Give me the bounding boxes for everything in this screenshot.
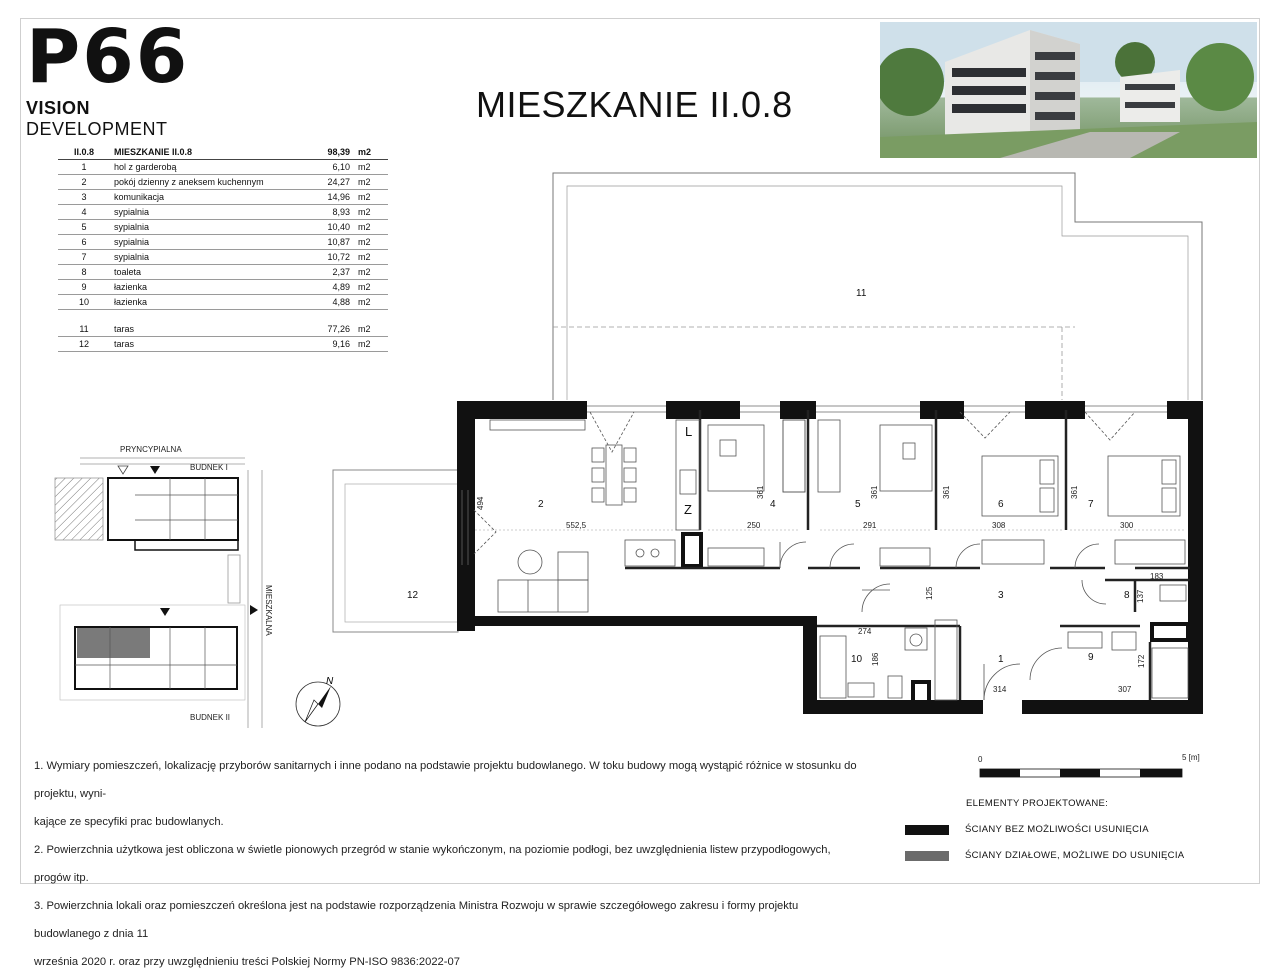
legend-label: ŚCIANY DZIAŁOWE, MOŻLIWE DO USUNIĘCIA: [965, 850, 1185, 861]
apartment-name: MIESZKANIE II.0.8: [110, 145, 298, 160]
room-area: 8,93: [298, 205, 354, 220]
page-title: MIESZKANIE II.0.8: [476, 84, 793, 125]
room-unit: m2: [354, 160, 388, 175]
apartment-code: II.0.8: [58, 145, 110, 160]
dimension: 314: [993, 685, 1007, 694]
logo-mark: P66: [26, 14, 190, 100]
logo-sub-rest: DEVELOPMENT: [26, 119, 168, 139]
dimension: 172: [1137, 654, 1146, 668]
dimension: 361: [1070, 485, 1079, 499]
room-unit: m2: [354, 190, 388, 205]
dimension: 361: [942, 485, 951, 499]
street-label-top: PRYNCYPIALNA: [120, 445, 182, 454]
legend-swatch: [905, 851, 949, 861]
room-unit: m2: [354, 337, 388, 352]
room-no: 9: [58, 280, 110, 295]
apartment-unit: m2: [354, 145, 388, 160]
building-1-label: BUDNEK I: [190, 463, 228, 472]
dimension: 183: [1150, 572, 1164, 581]
building-2-label: BUDNEK II: [190, 713, 231, 722]
dimension: 308: [992, 521, 1006, 530]
room-area: 9,16: [298, 337, 354, 352]
room-no: 10: [58, 295, 110, 310]
room-number-12: 12: [407, 590, 419, 601]
room-unit: m2: [354, 265, 388, 280]
logo-sub-bold: VISION: [26, 98, 91, 118]
dimension: 125: [925, 586, 934, 600]
dimension: 186: [871, 652, 880, 666]
room-name: taras: [110, 337, 298, 352]
room-unit: m2: [354, 220, 388, 235]
room-unit: m2: [354, 322, 388, 337]
room-no: 11: [58, 322, 110, 337]
room-no: 8: [58, 265, 110, 280]
apartment-plan: [333, 173, 1203, 714]
dimension: 361: [870, 485, 879, 499]
compass-north-label: N: [326, 676, 334, 687]
room-no: 5: [58, 220, 110, 235]
label-Z: Z: [684, 502, 692, 517]
room-name: łazienka: [110, 295, 298, 310]
room-number-3: 3: [998, 590, 1004, 601]
room-area: 6,10: [298, 160, 354, 175]
street-label-right: MIESZKALNA: [264, 585, 273, 636]
dimension: 137: [1136, 589, 1145, 603]
note-line: 3. Powierzchnia lokali oraz pomieszczeń określona jest na podstawie rozporządzenia Ministra Rozwoju w sprawie szczegółowego zakresu i formy projektu budowlanego z dnia 11: [34, 900, 799, 940]
apartment-area: 98,39: [298, 145, 354, 160]
room-number-1: 1: [998, 654, 1004, 665]
room-unit: m2: [354, 205, 388, 220]
room-unit: m2: [354, 235, 388, 250]
legend-label: ŚCIANY BEZ MOŻLIWOŚCI USUNIĘCIA: [965, 824, 1149, 835]
room-area: 10,72: [298, 250, 354, 265]
scale-start: 0: [978, 755, 983, 764]
dimension: 300: [1120, 521, 1134, 530]
legend-item-partitions: [905, 850, 1184, 861]
note-line: 1. Wymiary pomieszczeń, lokalizację przyborów sanitarnych i inne podano na podstawie projektu budowlanego. W toku budowy mogą wystąpić różnice w stosunku do projektu, wyni-: [34, 760, 857, 800]
room-area: 4,88: [298, 295, 354, 310]
room-no: 12: [58, 337, 110, 352]
room-no: 2: [58, 175, 110, 190]
room-area: 4,89: [298, 280, 354, 295]
room-area: 10,87: [298, 235, 354, 250]
room-number-5: 5: [855, 499, 861, 510]
room-name: sypialnia: [110, 235, 298, 250]
dimension: 307: [1118, 685, 1132, 694]
room-number-7: 7: [1088, 499, 1094, 510]
dimension: 552,5: [566, 521, 587, 530]
room-name: łazienka: [110, 280, 298, 295]
scale-bar: [978, 753, 1200, 777]
dimension: 274: [858, 627, 872, 636]
room-name: komunikacja: [110, 190, 298, 205]
label-L: L: [685, 424, 693, 439]
dimension: 250: [747, 521, 761, 530]
room-number-8: 8: [1124, 590, 1130, 601]
dimension: 494: [476, 496, 485, 510]
room-number-6: 6: [998, 499, 1004, 510]
compass-icon: [296, 676, 340, 726]
room-no: 4: [58, 205, 110, 220]
room-name: toaleta: [110, 265, 298, 280]
room-unit: m2: [354, 250, 388, 265]
room-name: pokój dzienny z aneksem kuchennym: [110, 175, 298, 190]
room-area: 24,27: [298, 175, 354, 190]
room-unit: m2: [354, 295, 388, 310]
highlighted-apartment: [77, 628, 150, 658]
dimension: 361: [756, 485, 765, 499]
room-unit: m2: [354, 280, 388, 295]
notes-block: [34, 752, 864, 976]
legend-item-walls: [905, 824, 1149, 835]
site-plan: [55, 445, 273, 728]
room-number-2: 2: [538, 499, 544, 510]
room-name: taras: [110, 322, 298, 337]
dimension: 291: [863, 521, 877, 530]
room-number-10: 10: [851, 654, 863, 665]
room-name: hol z garderobą: [110, 160, 298, 175]
room-number-9: 9: [1088, 652, 1094, 663]
room-name: sypialnia: [110, 220, 298, 235]
room-area: 2,37: [298, 265, 354, 280]
room-name: sypialnia: [110, 250, 298, 265]
room-unit: m2: [354, 175, 388, 190]
room-area: 77,26: [298, 322, 354, 337]
legend-title: ELEMENTY PROJEKTOWANE:: [966, 798, 1109, 809]
note-line: września 2020 r. oraz przy uwzględnieniu treści Polskiej Normy PN-ISO 9836:2022-07: [34, 956, 460, 968]
room-number-4: 4: [770, 499, 776, 510]
room-area: 10,40: [298, 220, 354, 235]
room-name: sypialnia: [110, 205, 298, 220]
room-no: 1: [58, 160, 110, 175]
note-line: kające ze specyfiki prac budowlanych.: [34, 816, 224, 828]
room-number-11: 11: [856, 288, 867, 299]
note-line: 2. Powierzchnia użytkowa jest obliczona w świetle pionowych przegród w stanie wykończonym, na poziomie podłogi, bez uwzględnienia listew przypodłogowych, progów itp.: [34, 844, 831, 884]
room-area: 14,96: [298, 190, 354, 205]
room-no: 7: [58, 250, 110, 265]
scale-end: 5 [m]: [1182, 753, 1200, 762]
legend-swatch: [905, 825, 949, 835]
room-no: 3: [58, 190, 110, 205]
room-no: 6: [58, 235, 110, 250]
